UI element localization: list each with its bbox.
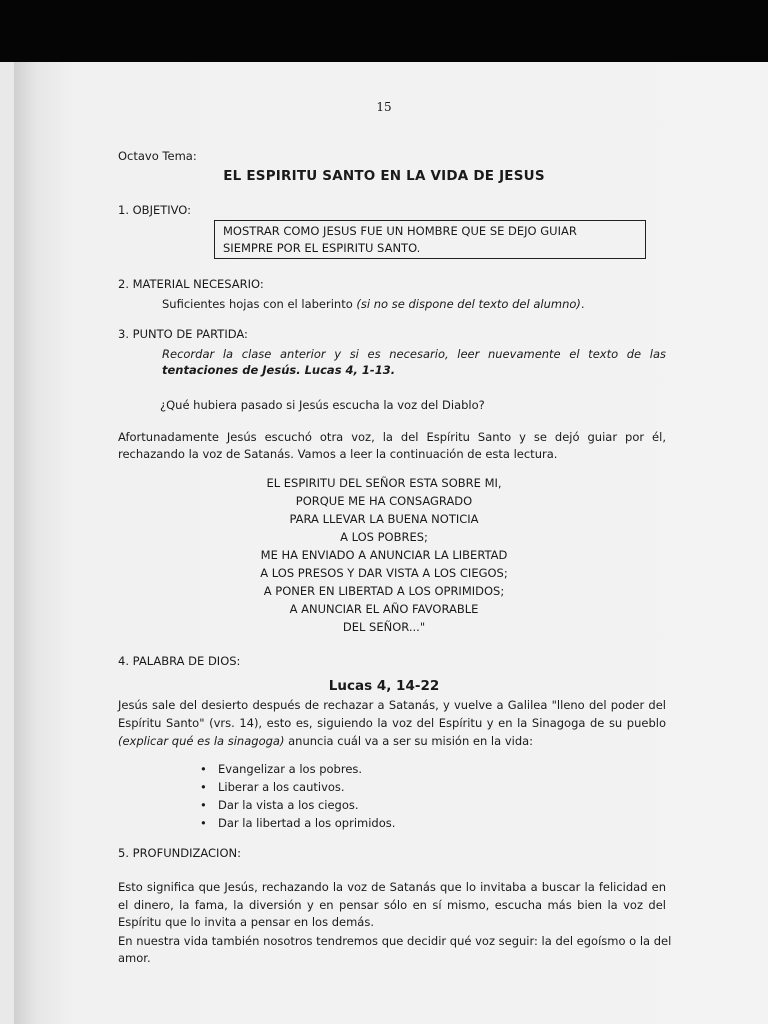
list-item: • Evangelizar a los pobres. xyxy=(200,760,395,778)
profundizacion-line-2: el dinero, la fama, la diversión y en pensar sólo en sí mismo, escucha más bien la voz del xyxy=(118,898,666,912)
page-number: 15 xyxy=(376,100,392,114)
material-heading: 2. MATERIAL NECESARIO: xyxy=(118,277,264,291)
palabra-heading: 4. PALABRA DE DIOS: xyxy=(118,654,241,668)
topic-label: Octavo Tema: xyxy=(118,149,197,163)
quote-line: PARA LLEVAR LA BUENA NOTICIA xyxy=(289,512,479,526)
quote-block xyxy=(0,474,768,636)
profundizacion-line-4: En nuestra vida también nosotros tendremos que decidir qué voz seguir: la del egoísmo o la del xyxy=(118,934,672,948)
profundizacion-line-3: Espíritu que lo invita a pensar en los demás. xyxy=(118,915,374,929)
quote-line: A ANUNCIAR EL AÑO FAVORABLE xyxy=(289,602,479,616)
quote-line: A PONER EN LIBERTAD A LOS OPRIMIDOS; xyxy=(263,584,505,598)
quote-line: A LOS PRESOS Y DAR VISTA A LOS CIEGOS; xyxy=(260,566,508,580)
quote-line: A LOS POBRES; xyxy=(340,530,428,544)
list-item: • Liberar a los cautivos. xyxy=(200,778,395,796)
quote-line: PORQUE ME HA CONSAGRADO xyxy=(295,494,473,508)
scan-top-border xyxy=(0,0,768,62)
profundizacion-line-5: amor. xyxy=(118,951,151,965)
objective-line-2: SIEMPRE POR EL ESPIRITU SANTO. xyxy=(223,241,421,255)
punto-heading: 3. PUNTO DE PARTIDA: xyxy=(118,327,248,341)
quote-line: DEL SEÑOR..." xyxy=(342,620,426,634)
quote-line: EL ESPIRITU DEL SEÑOR ESTA SOBRE MI, xyxy=(266,476,502,490)
quote-line: ME HA ENVIADO A ANUNCIAR LA LIBERTAD xyxy=(260,548,508,562)
scripture-reference: Lucas 4, 14-22 xyxy=(328,678,440,694)
intro-line-2: rechazando la voz de Satanás. Vamos a leer la continuación de esta lectura. xyxy=(118,447,558,461)
intro-line-1: Afortunadamente Jesús escuchó otra voz, la del Espíritu Santo y se dejó guiar por él, xyxy=(118,430,666,444)
objective-heading: 1. OBJETIVO: xyxy=(118,203,192,217)
material-text: Suficientes hojas con el laberinto (si no se dispone del texto del alumno). xyxy=(162,297,585,311)
punto-question: ¿Qué hubiera pasado si Jesús escucha la voz del Diablo? xyxy=(160,398,485,412)
palabra-line-2: Espíritu Santo" (vrs. 14), esto es, siguiendo la voz del Espíritu y en la Sinagoga de su pueblo xyxy=(118,716,666,730)
objective-box xyxy=(214,220,646,259)
punto-line-2: tentaciones de Jesús. Lucas 4, 1-13. xyxy=(162,363,396,377)
punto-line-1: Recordar la clase anterior y si es necesario, leer nuevamente el texto de las xyxy=(162,347,666,361)
profundizacion-heading: 5. PROFUNDIZACION: xyxy=(118,846,241,860)
mission-list xyxy=(200,760,395,832)
profundizacion-line-1: Esto significa que Jesús, rechazando la voz de Satanás que lo invitaba a buscar la felicidad en xyxy=(118,880,666,894)
palabra-line-1: Jesús sale del desierto después de rechazar a Satanás, y vuelve a Galilea "lleno del poder del xyxy=(118,698,666,712)
page-title: EL ESPIRITU SANTO EN LA VIDA DE JESUS xyxy=(223,168,545,184)
palabra-line-3: (explicar qué es la sinagoga) anuncia cuál va a ser su misión en la vida: xyxy=(118,734,534,748)
objective-line-1: MOSTRAR COMO JESUS FUE UN HOMBRE QUE SE DEJO GUIAR xyxy=(223,224,577,238)
list-item: • Dar la libertad a los oprimidos. xyxy=(200,814,395,832)
list-item: • Dar la vista a los ciegos. xyxy=(200,796,395,814)
